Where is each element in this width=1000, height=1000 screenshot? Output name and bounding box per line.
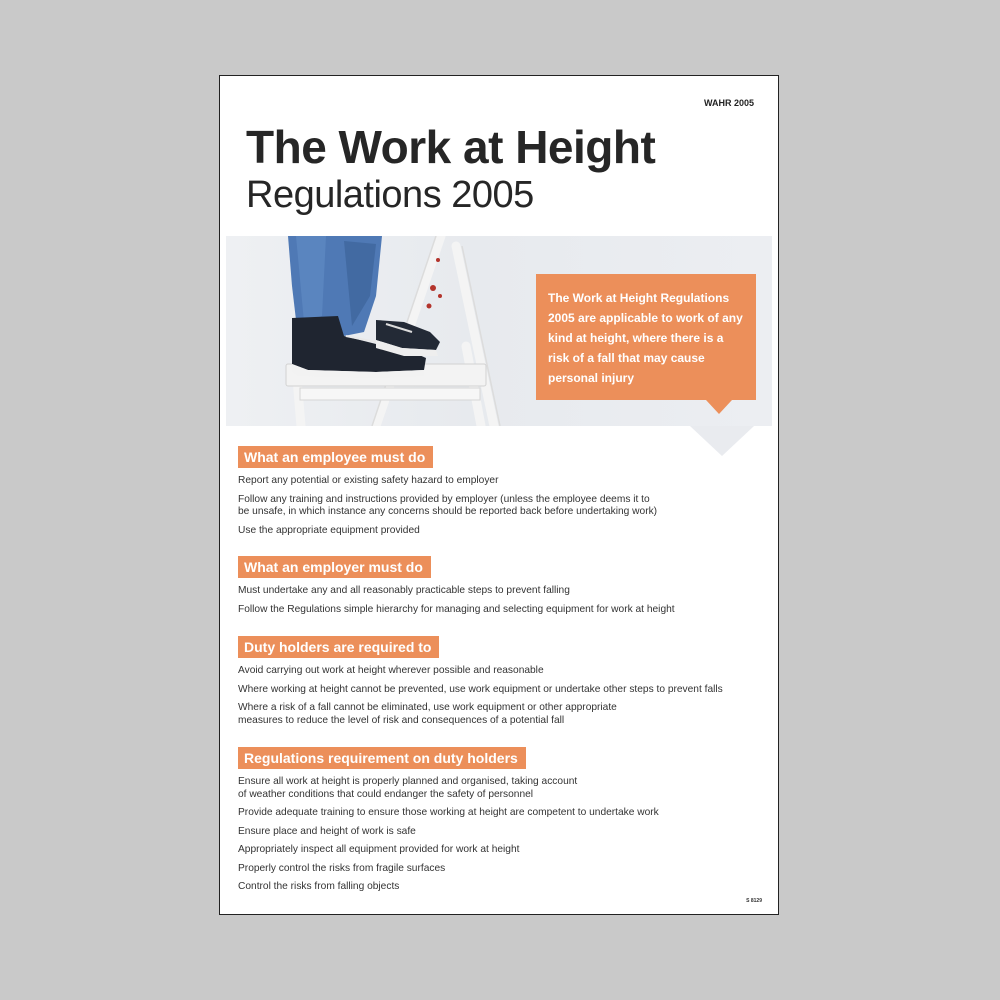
list-item: Report any potential or existing safety hazard to employer [238,475,499,486]
poster-ref: S 8129 [746,898,762,904]
section-heading: What an employee must do [238,446,433,468]
section-employee [238,446,758,543]
callout-tail [706,400,732,414]
section-heading: Regulations requirement on duty holders [238,747,526,769]
title-line-2: Regulations 2005 [246,174,534,216]
section-duty-holders [238,636,758,733]
list-item: Follow any training and instructions provided by employer (unless the employee deems it to be unsafe, in which instance any concerns should be reported back before undertaking work) [238,493,658,517]
intro-callout: The Work at Height Regulations 2005 are applicable to work of any kind at height, where there is a risk of a fall that may cause personal injury [536,274,756,400]
list-item: Properly control the risks from fragile surfaces [238,862,446,874]
list-item: Ensure place and height of work is safe [238,825,416,837]
section-employer [238,556,758,622]
list-item: Provide adequate training to ensure those working at height are competent to undertake work [238,807,659,818]
list-item: Must undertake any and all reasonably practicable steps to prevent falling [238,585,570,596]
poster [219,75,779,915]
poster-code: WAHR 2005 [703,98,754,108]
list-item: Ensure all work at height is properly planned and organised, taking account of weather conditions that could endanger the safety of personnel [238,776,578,800]
list-item: Where working at height cannot be prevented, use work equipment or undertake other steps to prevent falls [238,683,723,695]
list-item: Follow the Regulations simple hierarchy for managing and selecting equipment for work at height [238,603,675,615]
list-item: Control the risks from falling objects [238,881,400,892]
list-item: Use the appropriate equipment provided [238,524,420,536]
list-item: Avoid carrying out work at height wherever possible and reasonable [238,665,544,676]
section-regulations [238,747,758,900]
list-item: Where a risk of a fall cannot be eliminated, use work equipment or other appropriate measures to reduce the level of risk and consequences of a potential fall [238,702,617,726]
title-line-1: The Work at Height [246,121,656,173]
section-heading: Duty holders are required to [238,636,439,658]
section-heading: What an employer must do [238,556,431,578]
list-item: Appropriately inspect all equipment provided for work at height [238,844,520,855]
